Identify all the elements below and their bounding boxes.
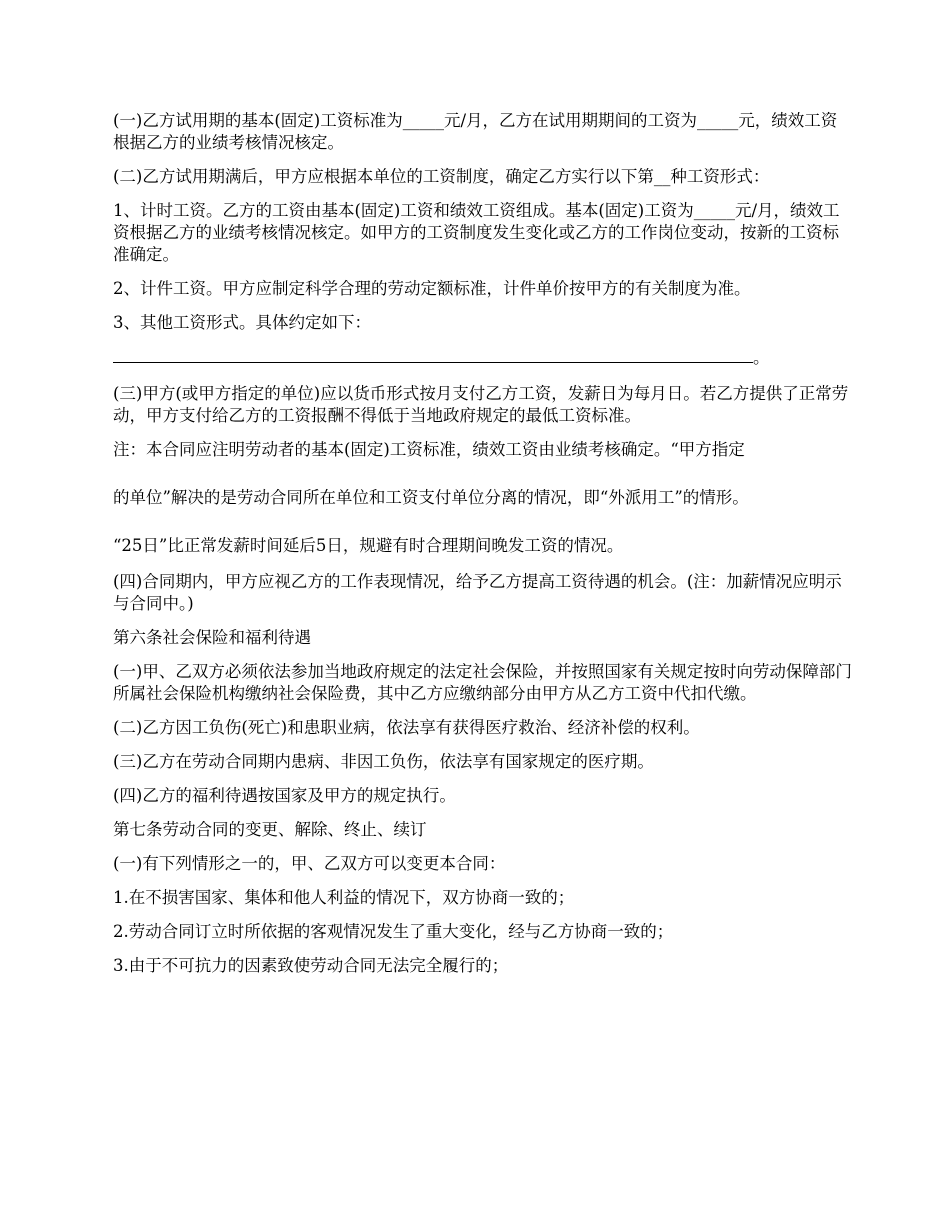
blank-line-end: 。 xyxy=(753,348,770,367)
paragraph-welfare: (四)乙方的福利待遇按国家及甲方的规定执行。 xyxy=(113,786,456,805)
list-item-2: 2.劳动合同订立时所依据的客观情况发生了重大变化，经与乙方协商一致的； xyxy=(113,922,674,941)
paragraph-payment-method: (三)甲方(或甲方指定的单位)应以货币形式按月支付乙方工资，发薪日为每月日。若乙方提供了正常劳动，甲方支付给乙方的工资报酬不得低于当地政府规定的最低工资标准。 xyxy=(113,384,849,425)
paragraph-piece-wage: 2、计件工资。甲方应制定科学合理的劳动定额标准，计件单价按甲方的有关制度为准。 xyxy=(113,279,751,298)
document-page xyxy=(113,110,853,989)
list-item-3: 3.由于不可抗力的因素致使劳动合同无法完全履行的； xyxy=(113,956,509,975)
note-line-1: 注：本合同应注明劳动者的基本(固定)工资标准，绩效工资由业绩考核确定。“甲方指定 xyxy=(113,440,745,459)
paragraph-raise-opportunity: (四)合同期内，甲方应视乙方的工作表现情况，给予乙方提高工资待遇的机会。(注：加薪情况应明示与合同中。) xyxy=(113,572,842,613)
list-item-1: 1.在不损害国家、集体和他人利益的情况下，双方协商一致的； xyxy=(113,888,575,907)
note-line-2: 的单位”解决的是劳动合同所在单位和工资支付单位分离的情况，即“外派用工”的情形。 xyxy=(113,488,749,507)
underline-rule xyxy=(113,346,753,363)
paragraph-other-wage: 3、其他工资形式。具体约定如下： xyxy=(113,313,371,332)
note-line-3: “25日”比正常发薪时间延后5日，规避有时合理期间晚发工资的情况。 xyxy=(113,536,624,555)
paragraph-work-injury: (二)乙方因工负伤(死亡)和患职业病，依法享有获得医疗救治、经济补偿的权利。 xyxy=(113,718,700,737)
paragraph-change-conditions: (一)有下列情形之一的，甲、乙双方可以变更本合同： xyxy=(113,854,506,873)
paragraph-salary-form: (二)乙方试用期满后，甲方应根据本单位的工资制度，确定乙方实行以下第__种工资形式： xyxy=(113,167,770,186)
paragraph-medical-period: (三)乙方在劳动合同期内患病、非因工负伤，依法享有国家规定的医疗期。 xyxy=(113,752,654,771)
section-heading-article-7: 第七条劳动合同的变更、解除、终止、续订 xyxy=(113,820,427,839)
section-heading-article-6: 第六条社会保险和福利待遇 xyxy=(113,628,311,647)
fill-in-blank-line xyxy=(113,346,853,369)
paragraph-time-wage: 1、计时工资。乙方的工资由基本(固定)工资和绩效工资组成。基本(固定)工资为_____元/月，绩效工资根据乙方的业绩考核情况核定。如甲方的工资制度发生变化或乙方的工作岗位变动，按新的工资标准确定。 xyxy=(113,201,840,264)
paragraph-probation-salary: (一)乙方试用期的基本(固定)工资标准为_____元/月，乙方在试用期期间的工资为_____元，绩效工资根据乙方的业绩考核情况核定。 xyxy=(113,111,838,152)
paragraph-social-insurance: (一)甲、乙双方必须依法参加当地政府规定的法定社会保险，并按照国家有关规定按时向劳动保障部门所属社会保险机构缴纳社会保险费，其中乙方应缴纳部分由甲方从乙方工资中代扣代缴。 xyxy=(113,662,852,703)
